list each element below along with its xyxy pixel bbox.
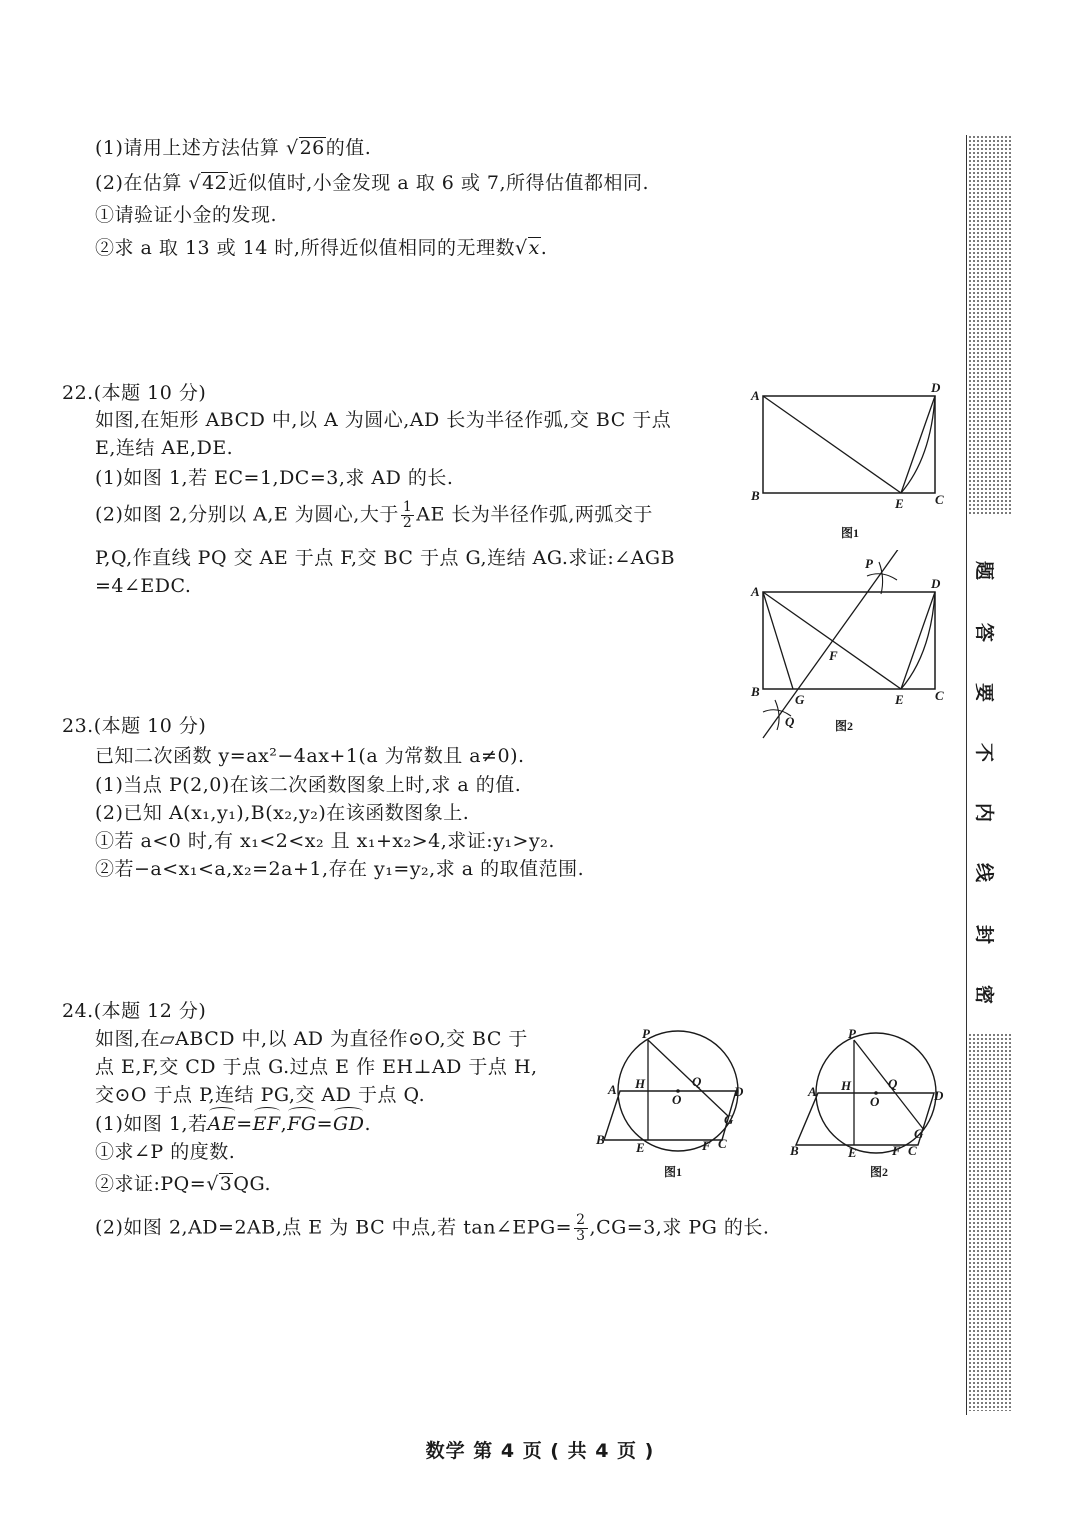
figure-caption: 图1 [841,526,860,540]
label-q: Q [888,1076,898,1091]
segment-ag [763,592,793,689]
q21-part2-1: ①请验证小金的发现. [95,204,278,226]
arc-mark-q2 [775,700,779,730]
q23-line3: (2)已知 A(x₁,y₁),B(x₂,y₂)在该函数图象上. [95,802,470,824]
label-p: P [642,1028,650,1041]
q23-line1: 已知二次函数 y=ax²−4ax+1(a 为常数且 a≠0). [95,745,525,767]
q24-line4: (1)如图 1,若AE=EF,FG=GD. [95,1113,371,1135]
label-h: H [841,1078,852,1093]
label-d: D [931,380,941,395]
label-p: P [865,556,873,571]
label-b: B [751,488,760,503]
q22-line6: =4∠EDC. [95,575,192,597]
seal-border-line [966,135,967,1415]
label-d: D [934,1088,944,1103]
figure-caption: 图1 [664,1165,683,1179]
seal-dots-bottom [968,1033,1012,1411]
label-p: P [848,1028,856,1041]
q21-part1: (1)请用上述方法估算 √26的值. [95,137,372,159]
q22-line1: 如图,在矩形 ABCD 中,以 A 为圆心,AD 长为半径作弧,交 BC 于点 [95,409,672,431]
label-e: E [848,1145,857,1160]
label-e: E [895,692,904,707]
seal-char-5: 内 [973,802,996,823]
seal-char-8: 密 [973,984,996,1005]
label-c: C [935,492,944,507]
q24-line3: 交⊙O 于点 P,连结 PG,交 AD 于点 Q. [95,1084,426,1106]
seal-char-2: 答 [973,622,996,643]
label-f: F [702,1138,711,1153]
label-h: H [635,1076,646,1091]
q22-heading: 22.(本题 10 分) [62,382,207,404]
seal-char-1: 题 [973,560,996,581]
label-b: B [596,1132,605,1147]
label-c: C [935,688,944,703]
q24-line5: ①求∠P 的度数. [95,1141,236,1163]
label-o: O [870,1094,880,1109]
segment-pg [648,1040,728,1116]
seal-char-6: 线 [973,862,996,883]
label-f: F [892,1143,901,1158]
q24-figure-1 [592,1028,762,1183]
label-e: E [636,1140,645,1155]
label-f: F [829,648,838,663]
label-e: E [895,496,904,511]
q24-line7: (2)如图 2,AD=2AB,点 E 为 BC 中点,若 tan∠EPG= $\frac{2}{3}$ ,CG=3,求 PG 的长. [95,1212,770,1244]
q24-fraction: $\frac{2}{3}$ [576,1212,586,1244]
arc-mark-p2 [879,562,883,594]
q22-fraction: $\frac{1}{2}$ [402,499,413,531]
q22-figure-2 [745,550,960,745]
seal-char-7: 封 [973,924,996,945]
seal-char-3: 要 [973,682,996,703]
figure-caption: 图2 [870,1165,889,1179]
q22-line5: P,Q,作直线 PQ 交 AE 于点 F,交 BC 于点 G,连结 AG.求证:∠AGB [95,547,676,569]
label-g: G [795,692,805,707]
q22-figure-1 [745,380,955,540]
q22-line3: (1)如图 1,若 EC=1,DC=3,求 AD 的长. [95,467,454,489]
label-o: O [672,1092,682,1107]
label-a: A [808,1084,817,1099]
label-d: D [734,1084,744,1099]
q23-line5: ②若−a<x₁<a,x₂=2a+1,存在 y₁=y₂,求 a 的取值范围. [95,858,585,880]
label-b: B [751,684,760,699]
line-pq [763,550,899,738]
label-a: A [608,1082,617,1097]
label-a: A [751,584,760,599]
segment-de [901,396,935,493]
q24-line1: 如图,在▱ABCD 中,以 AD 为直径作⊙O,交 BC 于 [95,1028,528,1050]
q23-line4: ①若 a<0 时,有 x₁<2<x₂ 且 x₁+x₂>4,求证:y₁>y₂. [95,830,555,852]
label-q: Q [692,1074,702,1089]
label-g: G [724,1112,734,1127]
q23-line2: (1)当点 P(2,0)在该二次函数图象上时,求 a 的值. [95,774,522,796]
seal-strip [962,135,1018,1415]
label-a: A [751,388,760,403]
seal-char-4: 不 [973,742,996,763]
label-d: D [931,576,941,591]
label-c: C [908,1143,917,1158]
q23-heading: 23.(本题 10 分) [62,715,207,737]
label-q: Q [785,714,795,729]
q24-line6: ②求证:PQ=√3QG. [95,1173,272,1195]
q24-heading: 24.(本题 12 分) [62,1000,207,1022]
rectangle-abcd [763,396,935,493]
seal-dots-top [968,135,1012,515]
q24-figure-2 [786,1028,956,1183]
label-c: C [718,1136,727,1151]
page-footer: 数学 第 4 页 ( 共 4 页 ) [425,1440,655,1462]
q21-part2: (2)在估算 √42近似值时,小金发现 a 取 6 或 7,所得估值都相同. [95,172,650,194]
figure-caption: 图2 [835,719,854,733]
q22-line4: (2)如图 2,分别以 A,E 为圆心,大于 $\frac{1}{2}$ AE 长为半径作弧,两弧交于 [95,499,653,531]
q24-line2: 点 E,F,交 CD 于点 G.过点 E 作 EH⊥AD 于点 H, [95,1056,538,1078]
q21-part2-2: ②求 a 取 13 或 14 时,所得近似值相同的无理数√x. [95,237,548,259]
q22-line2: E,连结 AE,DE. [95,437,234,459]
segment-ae [763,396,901,493]
label-g: G [914,1126,924,1141]
label-b: B [790,1143,799,1158]
segment-de [901,592,935,689]
